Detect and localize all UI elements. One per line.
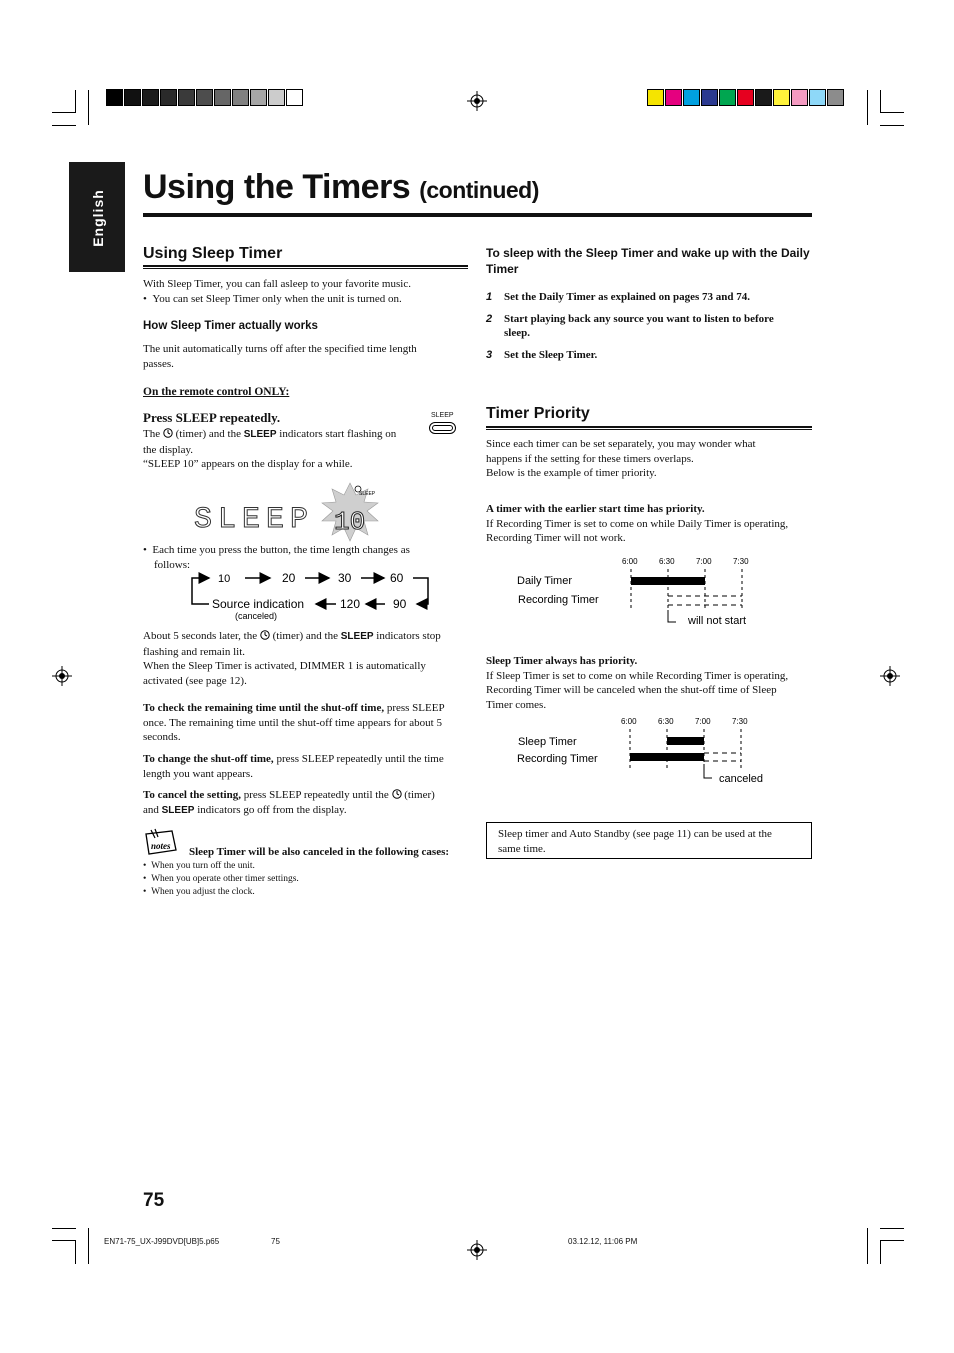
color-swatch xyxy=(178,89,195,106)
notes-icon xyxy=(143,828,179,856)
color-swatch xyxy=(250,89,267,106)
sleep-timer-heading: Using Sleep Timer xyxy=(143,245,283,262)
step-item: sleep. xyxy=(504,327,530,339)
notes-list xyxy=(143,860,299,899)
notes-heading: Sleep Timer will be also canceled in the following cases: xyxy=(189,846,450,858)
color-swatch xyxy=(268,89,285,106)
cycle-120: 120 xyxy=(340,597,361,611)
footer-page: 75 xyxy=(271,1237,280,1246)
row-label: Sleep Timer xyxy=(518,736,577,748)
cycle-10: 10 xyxy=(218,573,231,585)
list-item: • When you turn off the unit. xyxy=(143,861,255,871)
color-swatch xyxy=(124,89,141,106)
will-not-start-note: will not start xyxy=(688,615,747,627)
canceled-note: canceled xyxy=(719,773,764,785)
tick-label: 7:00 xyxy=(695,717,711,726)
display-sleep-text: SLEEP xyxy=(194,503,315,537)
title-main: Using the Timers xyxy=(143,168,411,206)
footer-file: EN71-75_UX-J99DVD[UB]5.p65 xyxy=(104,1237,220,1246)
remote-only-label: On the remote control ONLY: xyxy=(143,386,290,398)
row-label: Recording Timer xyxy=(518,594,599,606)
registration-mark xyxy=(467,1240,487,1260)
timer-priority-heading: Timer Priority xyxy=(486,405,590,422)
color-swatch xyxy=(737,89,754,106)
language-label: English xyxy=(90,189,106,247)
step-item: 2 Start playing back any source you want to listen to before xyxy=(486,313,774,325)
page-title xyxy=(143,168,539,207)
title-rule xyxy=(143,213,812,217)
cycle-source: Source indication xyxy=(212,597,305,611)
daily-sleep-heading: To sleep with the Sleep Timer and wake up with the Daily Timer xyxy=(486,246,810,276)
display-number: 10 xyxy=(334,507,366,537)
intro-bullet: • You can set Sleep Timer only when the unit is turned on. xyxy=(143,293,402,305)
color-swatch xyxy=(773,89,790,106)
how-text: The unit automatically turns off after the specified time length passes. xyxy=(143,343,417,370)
press-sleep-heading: Press SLEEP repeatedly. xyxy=(143,410,281,425)
cycle-30: 30 xyxy=(338,571,352,585)
title-continued: (continued) xyxy=(419,177,539,203)
cycle-canceled: (canceled) xyxy=(235,611,278,621)
cycle-20: 20 xyxy=(282,571,296,585)
sleep-display-illustration xyxy=(190,475,400,545)
timeline-diagram-2 xyxy=(486,712,776,792)
color-bar xyxy=(647,89,845,106)
heading-rule xyxy=(143,265,468,269)
flash-text: The (timer) and the SLEEP indicators start flashing on the display. “SLEEP 10” appears on the display for a while. xyxy=(143,428,397,471)
timer-icon xyxy=(163,428,173,438)
registration-mark xyxy=(52,666,72,686)
color-swatch xyxy=(755,89,772,106)
step-item: 3 Set the Sleep Timer. xyxy=(486,349,598,361)
cycle-90: 90 xyxy=(393,597,407,611)
list-item: • When you adjust the clock. xyxy=(143,887,255,897)
color-swatch xyxy=(214,89,231,106)
color-swatch xyxy=(232,89,249,106)
intro-text: With Sleep Timer, you can fall asleep to your favorite music. xyxy=(143,278,411,290)
color-swatch xyxy=(196,89,213,106)
tick-label: 6:00 xyxy=(621,717,637,726)
sleep-cycle-diagram xyxy=(185,568,435,623)
color-swatch xyxy=(809,89,826,106)
cycle-60: 60 xyxy=(390,571,404,585)
example2-text: Sleep Timer always has priority. If Sleep Timer is set to come on while Recording Timer is operating, Recording Timer will be canceled when the shut-off time of Sleep Timer comes. xyxy=(486,655,789,711)
list-item: • When you operate other timer settings. xyxy=(143,874,299,884)
cancel-setting-text: To cancel the setting, press SLEEP repeatedly until the (timer) and SLEEP indicators go off from the display. xyxy=(143,789,435,816)
tick-label: 6:30 xyxy=(659,557,675,566)
row-label: Recording Timer xyxy=(517,753,598,765)
daily-timer-bar xyxy=(631,577,705,585)
color-swatch xyxy=(286,89,303,106)
color-swatch xyxy=(106,89,123,106)
svg-text:notes: notes xyxy=(151,841,171,851)
example1-text: A timer with the earlier start time has priority. If Recording Timer is set to come on while Daily Timer is operating, Recording Timer will not work. xyxy=(486,503,789,545)
check-remaining-text: To check the remaining time until the shut-off time, press SLEEP once. The remaining time until the shut-off time appears for about 5 seconds. xyxy=(143,702,445,744)
color-swatch xyxy=(665,89,682,106)
sleep-button-icon: SLEEP xyxy=(428,412,460,438)
display-sleep-label: SLEEP xyxy=(359,491,376,497)
how-heading: How Sleep Timer actually works xyxy=(143,320,318,332)
change-time-text: To change the shut-off time, press SLEEP repeatedly until the time length you want appears. xyxy=(143,753,444,780)
sleep-timer-bar xyxy=(667,737,704,745)
color-swatch xyxy=(719,89,736,106)
tick-label: 6:00 xyxy=(622,557,638,566)
recording-timer-bar xyxy=(630,753,704,761)
gray-scale-bar xyxy=(106,89,304,106)
row-label: Daily Timer xyxy=(517,575,573,587)
auto-standby-note-box: Sleep timer and Auto Standby (see page 11) can be used at the same time. xyxy=(486,822,812,859)
color-swatch xyxy=(142,89,159,106)
registration-mark xyxy=(880,666,900,686)
page-number: 75 xyxy=(143,1190,165,1211)
tick-label: 7:30 xyxy=(732,717,748,726)
timer-icon xyxy=(392,789,402,799)
color-swatch xyxy=(701,89,718,106)
step-item: 1 Set the Daily Timer as explained on pages 73 and 74. xyxy=(486,291,751,303)
color-swatch xyxy=(160,89,177,106)
language-tab xyxy=(69,162,125,272)
tick-label: 7:30 xyxy=(733,557,749,566)
color-swatch xyxy=(683,89,700,106)
after-text: About 5 seconds later, the (timer) and the SLEEP indicators stop flashing and remain lit. When the Sleep Timer is activated, DIMMER 1 is automatically activated (see page 12). xyxy=(143,630,441,687)
registration-mark xyxy=(467,91,487,111)
color-swatch xyxy=(647,89,664,106)
tick-label: 6:30 xyxy=(658,717,674,726)
cycle-bullet: • Each time you press the button, the time length changes as follows: xyxy=(143,544,410,571)
color-swatch xyxy=(791,89,808,106)
heading-rule xyxy=(486,426,812,430)
footer-date: 03.12.12, 11:06 PM xyxy=(568,1237,638,1246)
timeline-diagram-1 xyxy=(486,552,776,632)
timer-icon xyxy=(260,630,270,640)
tick-label: 7:00 xyxy=(696,557,712,566)
color-swatch xyxy=(827,89,844,106)
priority-text: Since each timer can be set separately, you may wonder what happens if the setting for these timers overlaps. Below is the example of timer priority. xyxy=(486,438,756,480)
